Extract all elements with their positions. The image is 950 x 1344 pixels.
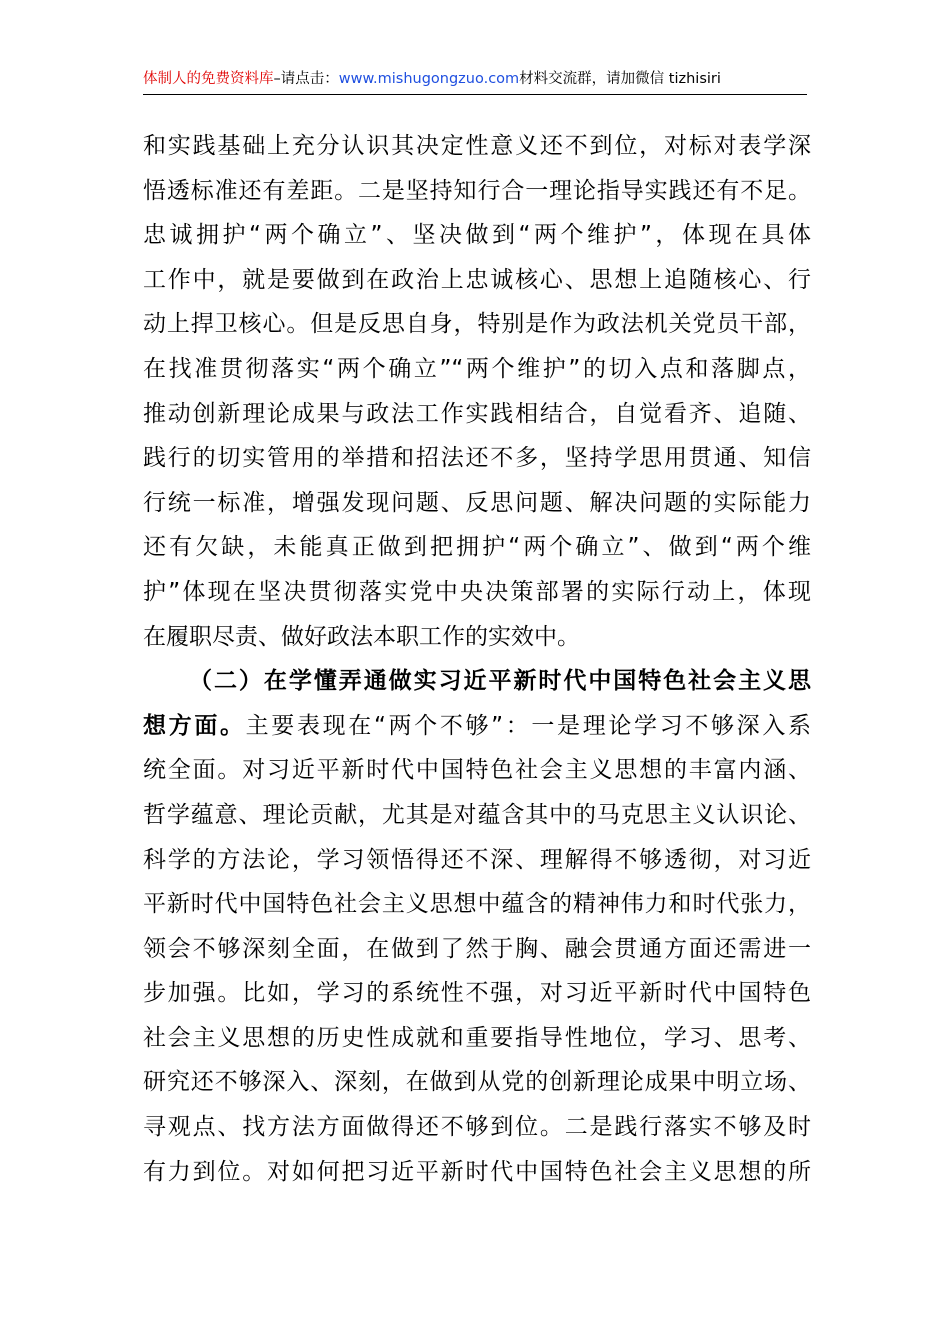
body-line: 寻观点、找方法方面做得还不够到位。二是践行落实不够及时 (143, 1114, 811, 1141)
body-line: 哲学蕴意、理论贡献，尤其是对蕴含其中的马克思主义认识论、 (143, 801, 811, 828)
body-line: 护”体现在坚决贯彻落实党中央决策部署的实际行动上，体现 (143, 578, 811, 605)
body-line: 和实践基础上充分认识其决定性意义还不到位，对标对表学深 (143, 133, 811, 159)
section-heading: （二）在学懂弄通做实习近平新时代中国特色社会主义思 (189, 668, 811, 695)
body-line: 研究还不够深入、深刻，在做到从党的创新理论成果中明立场、 (143, 1069, 811, 1096)
body-line: 行统一标准，增强发现问题、反思问题、解决问题的实际能力 (143, 489, 811, 516)
section-heading-end: 想方面。 (143, 712, 246, 739)
body-line: 统全面。对习近平新时代中国特色社会主义思想的丰富内涵、 (143, 757, 811, 784)
body-line: 践行的切实管用的举措和招法还不多，坚持学思用贯通、知信 (143, 445, 811, 472)
page-header (143, 68, 807, 95)
body-line: 在履职尽责、做好政法本职工作的实效中。 (143, 623, 580, 650)
body-line: 工作中，就是要做到在政治上忠诚核心、思想上追随核心、行 (143, 266, 811, 293)
body-line: 悟透标准还有差距。二是坚持知行合一理论指导实践还有不足。 (143, 177, 811, 204)
body-line: 平新时代中国特色社会主义思想中蕴含的精神伟力和时代张力， (143, 891, 811, 918)
body-line: 有力到位。对如何把习近平新时代中国特色社会主义思想的所 (143, 1158, 811, 1185)
header-note: 材料交流群，请加微信 tizhisiri (519, 71, 721, 87)
body-line: 科学的方法论，学习领悟得还不深、理解得不够透彻，对习近 (143, 846, 811, 873)
body-line: 社会主义思想的历史性成就和重要指导性地位，学习、思考、 (143, 1024, 811, 1051)
body-line: 在找准贯彻落实“两个确立”“两个维护”的切入点和落脚点， (143, 355, 811, 382)
header-url-link[interactable]: www.mishugongzuo.com (338, 71, 520, 87)
header-brand: 体制人的免费资料库 (143, 71, 274, 87)
document-body (143, 124, 811, 1194)
body-line: 忠诚拥护“两个确立”、坚决做到“两个维护”，体现在具体 (143, 222, 811, 249)
section-heading-continuation (143, 704, 811, 749)
body-line: 还有欠缺，未能真正做到把拥护“两个确立”、做到“两个维 (143, 534, 811, 561)
header-prompt: –请点击： (273, 71, 339, 87)
body-line: 步加强。比如，学习的系统性不强，对习近平新时代中国特色 (143, 980, 811, 1007)
body-line: 领会不够深刻全面，在做到了然于胸、融会贯通方面还需进一 (143, 935, 811, 962)
body-line: 推动创新理论成果与政法工作实践相结合，自觉看齐、追随、 (143, 400, 811, 427)
section-intro-text: 主要表现在“两个不够”：一是理论学习不够深入系 (245, 712, 811, 739)
body-line: 动上捍卫核心。但是反思自身，特别是作为政法机关党员干部， (143, 311, 811, 338)
